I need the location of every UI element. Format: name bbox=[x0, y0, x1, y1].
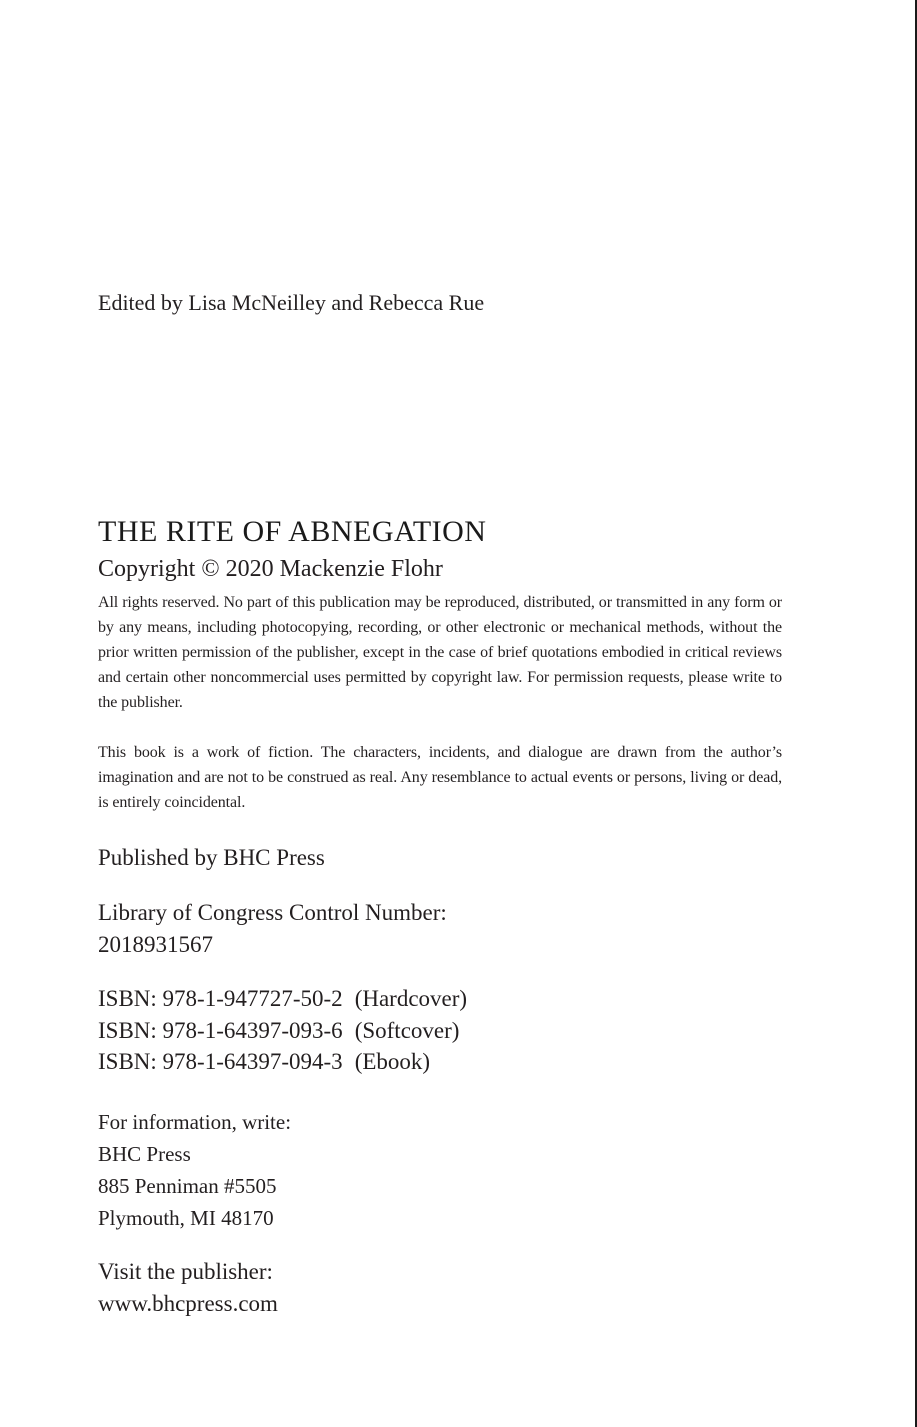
isbn-format: (Ebook) bbox=[354, 1049, 431, 1074]
rights-paragraph: All rights reserved. No part of this publication may be reproduced, distributed, or transmitted in any form or by any means, including photocopying, recording, or other electronic or mechanical methods, without the prior written permission of the publisher, except in the case of brief quotations embodied in critical reviews and certain other noncommercial uses permitted by copyright law. For permission requests, please write to the publisher. bbox=[98, 594, 782, 711]
publisher-url: www.bhcpress.com bbox=[98, 1291, 278, 1316]
fiction-disclaimer: This book is a work of fiction. The characters, incidents, and dialogue are drawn from the author’s imagination and are not to be construed as real. Any resemblance to actual events or persons, living or dead, is entirely coincidental. bbox=[98, 744, 782, 811]
publisher-line: Published by BHC Press bbox=[98, 845, 325, 870]
visit-heading: Visit the publisher: bbox=[98, 1259, 273, 1284]
copyright-line: Copyright © 2020 Mackenzie Flohr bbox=[98, 556, 443, 582]
isbn-hardcover bbox=[98, 983, 467, 1015]
lccn-number: 2018931567 bbox=[98, 931, 213, 957]
isbn-format: (Hardcover) bbox=[354, 986, 468, 1011]
address-street: 885 Penniman #5505 bbox=[98, 1174, 277, 1198]
address-heading: For information, write: bbox=[98, 1110, 292, 1134]
lccn-label: Library of Congress Control Number: bbox=[98, 900, 447, 925]
visit-block bbox=[98, 1256, 278, 1320]
isbn-number: ISBN: 978-1-64397-094-3 bbox=[98, 1049, 343, 1074]
publisher-address bbox=[98, 1106, 291, 1234]
book-title: THE RITE OF ABNEGATION bbox=[98, 515, 487, 548]
isbn-format: (Softcover) bbox=[354, 1017, 460, 1043]
isbn-ebook bbox=[98, 1046, 467, 1078]
isbn-number: ISBN: 978-1-947727-50-2 bbox=[98, 986, 343, 1011]
lccn-block bbox=[98, 897, 447, 960]
isbn-softcover bbox=[98, 1015, 467, 1047]
address-name: BHC Press bbox=[98, 1142, 191, 1166]
isbn-list bbox=[98, 983, 467, 1078]
editors-credit: Edited by Lisa McNeilley and Rebecca Rue bbox=[98, 290, 485, 315]
isbn-number: ISBN: 978-1-64397-093-6 bbox=[98, 1017, 343, 1043]
address-city: Plymouth, MI 48170 bbox=[98, 1206, 274, 1230]
